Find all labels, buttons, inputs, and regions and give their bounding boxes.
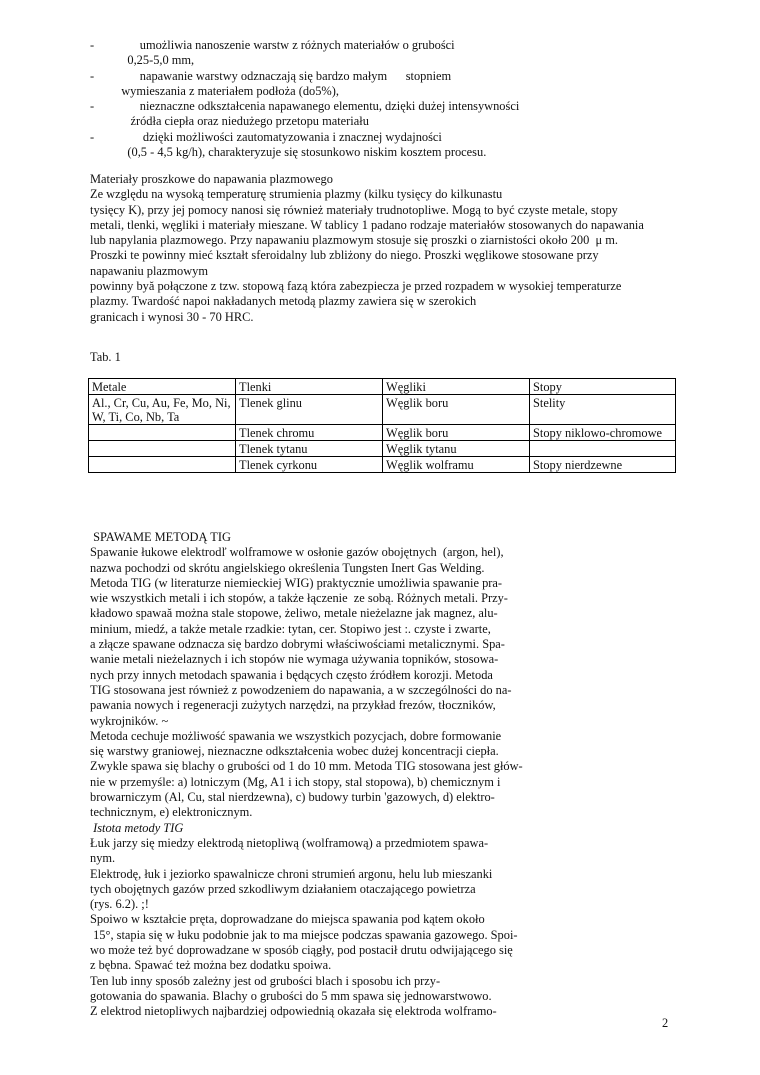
- text-line: Spawanie łukowe elektrodľ wolframowe w osłonie gazów obojętnych (argon, hel),: [90, 545, 504, 560]
- text-line: Z elektrod nietopliwych najbardziej odpowiednią okazała się elektroda wolframo-: [90, 1004, 497, 1019]
- text-line: się warstwy graniowej, nieznaczne odkształcenia wobec dużej koncentracji ciepła.: [90, 744, 499, 759]
- table-cell: Al., Cr, Cu, Au, Fe, Mo, Ni, W, Ti, Co, Nb, Ta: [89, 395, 236, 425]
- section-heading: Materiały proszkowe do napawania plazmowego: [90, 172, 333, 186]
- table-cell: Stelity: [530, 395, 676, 425]
- bullet-line: umożliwia nanoszenie warstw z różnych materiałów o grubości: [115, 38, 455, 52]
- text-line: nym.: [90, 851, 116, 866]
- table-cell: Stopy niklowo-chromowe: [530, 425, 676, 441]
- text-line: napawaniu plazmowym: [90, 263, 209, 278]
- bullet-dash: -: [90, 99, 95, 114]
- table-header-cell: Stopy: [530, 379, 676, 395]
- table-header-cell: Tlenki: [236, 379, 383, 395]
- section-heading: SPAWAME METODĄ TIG: [90, 530, 231, 544]
- text-line: wo może też być doprowadzane w sposób ciągły, pod postacił drutu odwijającego się: [90, 943, 513, 958]
- bullet-line: 0,25-5,0 mm,: [115, 53, 195, 68]
- text-line: lub napylania plazmowego. Przy napawaniu plazmowym stosuje się proszki o ziarnistości około 200 μ m.: [90, 233, 618, 248]
- text-line: wie wszystkich metali i ich stopów, a także łączenie ze sobą. Różnych metali. Przy-: [90, 591, 508, 606]
- text-line: Ze względu na wysoką temperaturę strumienia plazmy (kilku tysięcy do kilkunastu: [90, 187, 503, 202]
- text-line: 15°, stapia się w łuku podobnie jak to ma miejsce podczas spawania gazowego. Spoi-: [90, 927, 518, 942]
- text-line: browarniczym (Al, Cu, stal nierdzewna), c) budowy turbin 'gazowych, d) elektro-: [90, 790, 495, 805]
- text-line: granicach i wynosi 30 - 70 HRC.: [90, 309, 254, 324]
- table-cell: Tlenek chromu: [236, 425, 383, 441]
- text-line: plazmy. Twardość napoi nakładanych metodą plazmy zawiera się w szerokich: [90, 294, 477, 309]
- text-line: metali, tlenki, węgliki i materiały mieszane. W tablicy 1 padano rodzaje materiałów stosowanych do napawania: [90, 217, 644, 232]
- text-line: pawania nowych i regeneracji zużytych narzędzi, na przykład frezów, tłoczników,: [90, 698, 496, 713]
- table-cell: Tlenek tytanu: [236, 441, 383, 457]
- table-cell: Węglik boru: [383, 395, 530, 425]
- bullet-dash: -: [90, 68, 95, 83]
- text-line: Metoda cechuje możliwość spawania we wszystkich pozycjach, dobre formowanie: [90, 728, 502, 743]
- text-line: technicznym, e) elektronicznym.: [90, 805, 253, 820]
- bullet-item: [90, 69, 550, 100]
- page-number: 2: [662, 1016, 669, 1030]
- text-line: Elektrodę, łuk i jeziorko spawalnicze chroni strumień argonu, helu lub mieszanki: [90, 866, 493, 881]
- bullet-item: [90, 130, 550, 161]
- materials-table: [88, 378, 676, 473]
- bullet-line: nieznaczne odkształcenia napawanego elementu, dzięki dużej intensywności: [115, 99, 520, 114]
- text-line: tych obojętnych gazów przed szkodliwym działaniem otaczającego powietrza: [90, 881, 476, 896]
- bullet-line: napawanie warstwy odznaczają się bardzo małym stopniem: [115, 68, 452, 83]
- section-heading: Istota metody TIG: [90, 820, 184, 835]
- table-cell: [530, 441, 676, 457]
- text-line: minium, miedź, a także metale rzadkie: tytan, cer. Stopiwo jest :. czyste i zwarte,: [90, 621, 491, 636]
- text-line: Spoiwo w kształcie pręta, doprowadzane do miejsca spawania pod kątem około: [90, 912, 485, 927]
- table-caption: Tab. 1: [90, 350, 121, 364]
- table-cell: Tlenek glinu: [236, 395, 383, 425]
- text-line: Ten lub inny sposób zależny jest od grubości blach i sposobu ich przy-: [90, 973, 441, 988]
- plasma-powders-section: [90, 172, 660, 325]
- table-cell: [89, 425, 236, 441]
- bullet-line: dzięki możliwości zautomatyzowania i znacznej wydajności: [115, 129, 442, 144]
- text-line: powinny byă połączone z tzw. stopową fazą która zabezpiecza je przed rozpadem w wysokiej temperaturze: [90, 279, 622, 294]
- table-row: [89, 441, 676, 457]
- text-line: nazwa pochodzi od skrótu angielskiego określenia Tungsten Inert Gas Welding.: [90, 560, 485, 575]
- text-line: a złącze spawane odznacza się bardzo dobrymi właściwościami metalicznymi. Spa-: [90, 637, 505, 652]
- text-line: Proszki te powinny mieć kształt sferoidalny lub zbliżony do niego. Proszki węglikowe stosowane przy: [90, 248, 599, 263]
- text-line: nych przy innych metodach spawania i będących często źródłem korozji. Metoda: [90, 667, 493, 682]
- table-header-cell: Metale: [89, 379, 236, 395]
- table-cell: Stopy nierdzewne: [530, 457, 676, 473]
- text-line: wykrojników. ~: [90, 713, 169, 728]
- bullet-list: [90, 38, 550, 160]
- text-line: wanie metali nieżelaznych i ich stopów nie wymaga używania topników, stosowa-: [90, 652, 499, 667]
- text-line: gotowania do spawania. Blachy o grubości do 5 mm spawa się jednowarstwowo.: [90, 988, 492, 1003]
- text-line: Metoda TIG (w literaturze niemieckiej WIG) praktycznie umożliwia spawanie pra-: [90, 575, 503, 590]
- table-cell: Tlenek cyrkonu: [236, 457, 383, 473]
- text-line: kładowo spawaă można stale stopowe, żeliwo, metale nieżelazne jak magnez, alu-: [90, 606, 498, 621]
- tig-welding-section: [90, 530, 570, 1020]
- table-cell: Węglik boru: [383, 425, 530, 441]
- table-header-row: [89, 379, 676, 395]
- text-line: Zwykle spawa się blachy o grubości od 1 do 10 mm. Metoda TIG stosowana jest głów-: [90, 759, 523, 774]
- bullet-line: wymieszania z materiałem podłoża (do5%),: [115, 83, 339, 98]
- bullet-dash: -: [90, 129, 95, 144]
- table-cell: Węglik wolframu: [383, 457, 530, 473]
- table-cell: Węglik tytanu: [383, 441, 530, 457]
- text-line: TIG stosowana jest również z powodzeniem do napawania, a w szczególności do na-: [90, 682, 512, 697]
- text-line: tysięcy K), przy jej pomocy nanosi się również materiały trudnotopliwe. Mogą to być czyste metale, stopy: [90, 202, 618, 217]
- bullet-item: [90, 99, 550, 130]
- text-line: z bębna. Spawać też można bez dodatku spoiwa.: [90, 958, 332, 973]
- table-row: [89, 457, 676, 473]
- text-line: (rys. 6.2). ;!: [90, 897, 149, 912]
- table-row: [89, 395, 676, 425]
- text-line: nie w przemyśle: a) lotniczym (Mg, A1 i ich stopy, stal stopowa), b) chemicznym i: [90, 774, 501, 789]
- table-header-cell: Węgliki: [383, 379, 530, 395]
- table-cell: [89, 457, 236, 473]
- bullet-line: źródła ciepła oraz niedużego przetopu materiału: [115, 114, 369, 129]
- bullet-line: (0,5 - 4,5 kg/h), charakteryzuje się stosunkowo niskim kosztem procesu.: [115, 145, 487, 160]
- bullet-dash: -: [90, 38, 95, 52]
- bullet-item: [90, 38, 550, 69]
- table-cell: [89, 441, 236, 457]
- table-row: [89, 425, 676, 441]
- text-line: Łuk jarzy się miedzy elektrodą nietopliwą (wolframową) a przedmiotem spawa-: [90, 835, 489, 850]
